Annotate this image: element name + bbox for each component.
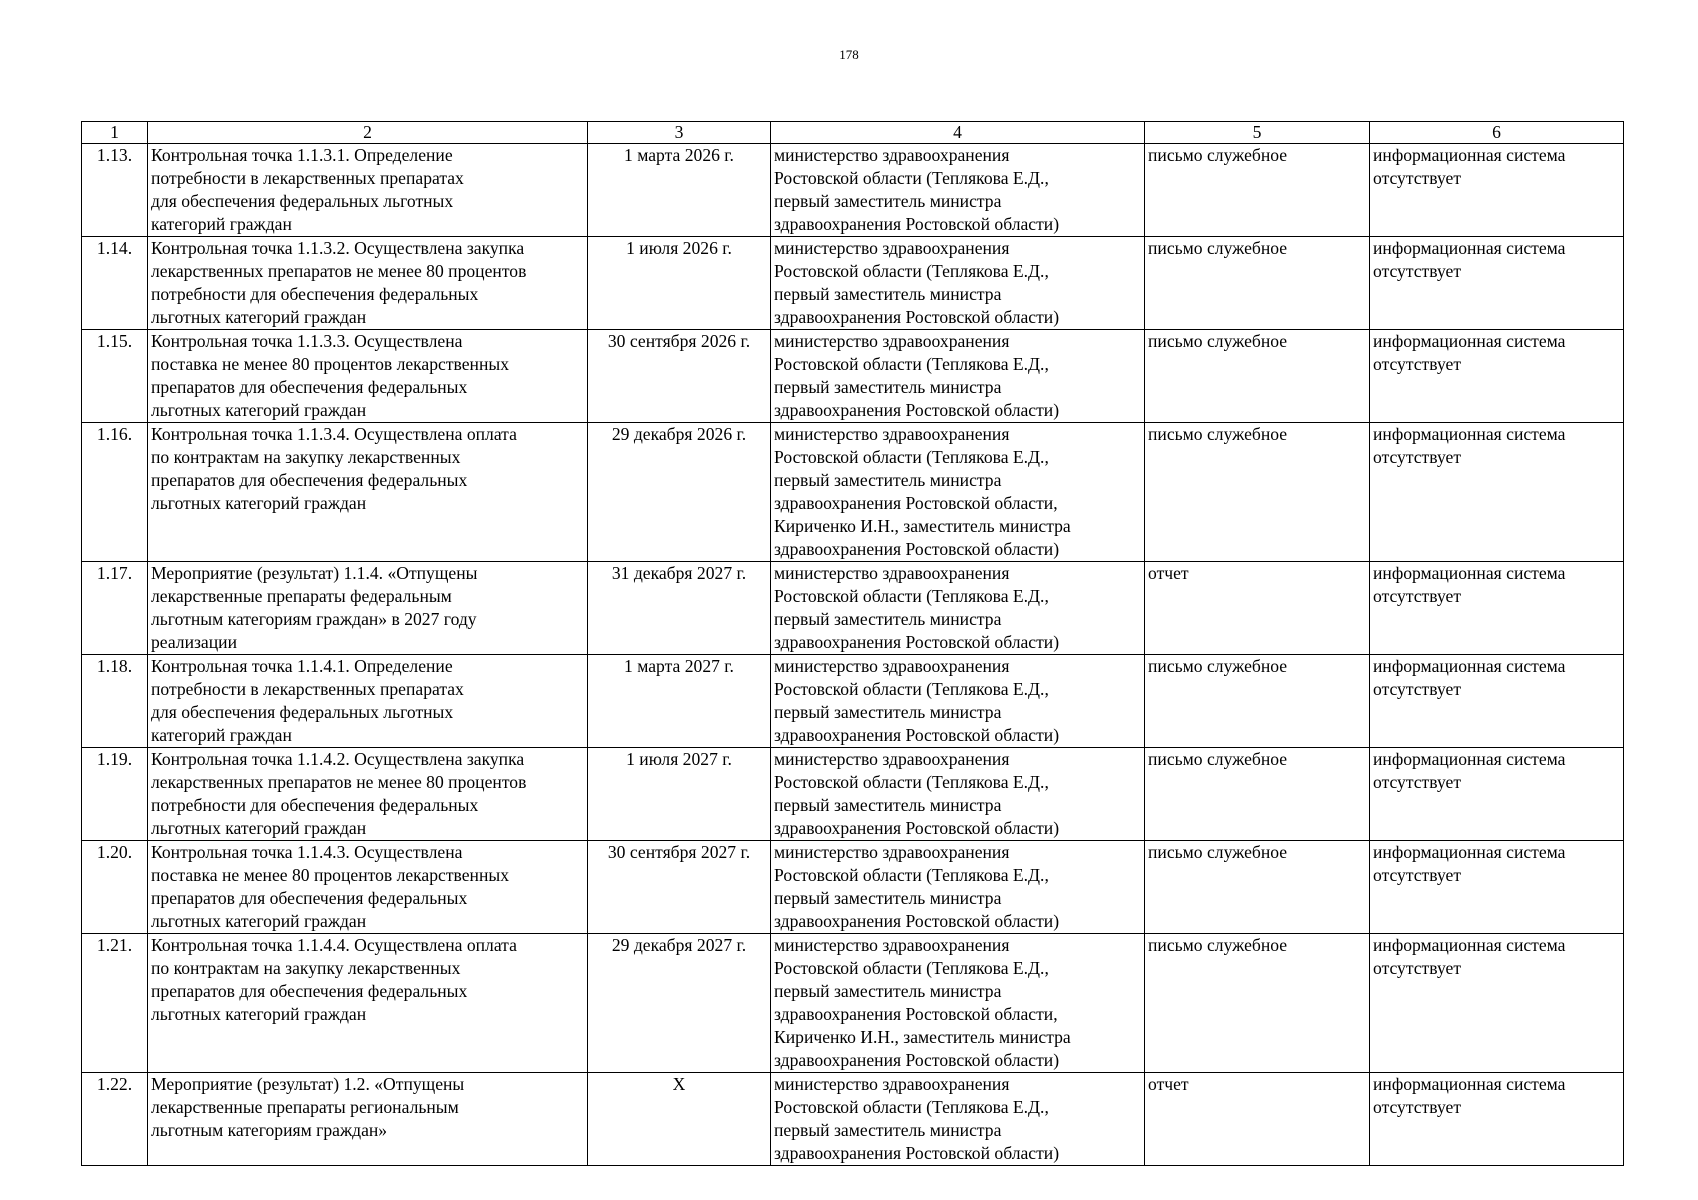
table-row xyxy=(82,562,1624,655)
row-system: информационная система отсутствует xyxy=(1370,934,1624,1073)
row-system: информационная система отсутствует xyxy=(1370,144,1624,237)
row-document: письмо служебное xyxy=(1145,934,1370,1073)
row-number: 1.15. xyxy=(82,330,148,423)
row-name: Мероприятие (результат) 1.2. «Отпущены лекарственные препараты региональным льготным категориям граждан» xyxy=(148,1073,588,1166)
row-responsible: министерство здравоохранения Ростовской области (Теплякова Е.Д., первый заместитель министра здравоохранения Ростовской области, Кириченко И.Н., заместитель министра здравоохранения Ростовской области) xyxy=(771,423,1145,562)
row-responsible: министерство здравоохранения Ростовской области (Теплякова Е.Д., первый заместитель министра здравоохранения Ростовской области, Кириченко И.Н., заместитель министра здравоохранения Ростовской области) xyxy=(771,934,1145,1073)
column-header: 5 xyxy=(1145,122,1370,144)
row-number: 1.16. xyxy=(82,423,148,562)
row-system: информационная система отсутствует xyxy=(1370,423,1624,562)
header-row xyxy=(82,122,1624,144)
row-document: письмо служебное xyxy=(1145,423,1370,562)
row-system: информационная система отсутствует xyxy=(1370,1073,1624,1166)
row-responsible: министерство здравоохранения Ростовской области (Теплякова Е.Д., первый заместитель министра здравоохранения Ростовской области) xyxy=(771,655,1145,748)
column-header: 3 xyxy=(588,122,771,144)
table-row xyxy=(82,144,1624,237)
row-date: X xyxy=(588,1073,771,1166)
row-responsible: министерство здравоохранения Ростовской области (Теплякова Е.Д., первый заместитель министра здравоохранения Ростовской области) xyxy=(771,237,1145,330)
table-row xyxy=(82,841,1624,934)
row-responsible: министерство здравоохранения Ростовской области (Теплякова Е.Д., первый заместитель министра здравоохранения Ростовской области) xyxy=(771,841,1145,934)
row-name: Контрольная точка 1.1.4.4. Осуществлена оплата по контрактам на закупку лекарственных препаратов для обеспечения федеральных льготных категорий граждан xyxy=(148,934,588,1073)
row-number: 1.18. xyxy=(82,655,148,748)
table-row xyxy=(82,423,1624,562)
row-date: 30 сентября 2027 г. xyxy=(588,841,771,934)
row-date: 1 марта 2026 г. xyxy=(588,144,771,237)
row-name: Мероприятие (результат) 1.1.4. «Отпущены лекарственные препараты федеральным льготным категориям граждан» в 2027 году реализации xyxy=(148,562,588,655)
column-header: 1 xyxy=(82,122,148,144)
row-system: информационная система отсутствует xyxy=(1370,841,1624,934)
row-date: 31 декабря 2027 г. xyxy=(588,562,771,655)
column-header: 4 xyxy=(771,122,1145,144)
row-system: информационная система отсутствует xyxy=(1370,748,1624,841)
row-document: письмо служебное xyxy=(1145,841,1370,934)
row-name: Контрольная точка 1.1.3.3. Осуществлена поставка не менее 80 процентов лекарственных препаратов для обеспечения федеральных льготных категорий граждан xyxy=(148,330,588,423)
row-date: 29 декабря 2027 г. xyxy=(588,934,771,1073)
row-document: письмо служебное xyxy=(1145,655,1370,748)
page-number: 178 xyxy=(839,47,859,62)
row-document: письмо служебное xyxy=(1145,144,1370,237)
row-number: 1.13. xyxy=(82,144,148,237)
row-name: Контрольная точка 1.1.3.2. Осуществлена закупка лекарственных препаратов не менее 80 процентов потребности для обеспечения федеральных льготных категорий граждан xyxy=(148,237,588,330)
row-number: 1.20. xyxy=(82,841,148,934)
row-number: 1.22. xyxy=(82,1073,148,1166)
row-document: отчет xyxy=(1145,562,1370,655)
row-date: 1 марта 2027 г. xyxy=(588,655,771,748)
row-responsible: министерство здравоохранения Ростовской области (Теплякова Е.Д., первый заместитель министра здравоохранения Ростовской области) xyxy=(771,1073,1145,1166)
row-responsible: министерство здравоохранения Ростовской области (Теплякова Е.Д., первый заместитель министра здравоохранения Ростовской области) xyxy=(771,562,1145,655)
table-row xyxy=(82,330,1624,423)
row-system: информационная система отсутствует xyxy=(1370,562,1624,655)
row-responsible: министерство здравоохранения Ростовской области (Теплякова Е.Д., первый заместитель министра здравоохранения Ростовской области) xyxy=(771,144,1145,237)
row-date: 30 сентября 2026 г. xyxy=(588,330,771,423)
row-date: 1 июля 2026 г. xyxy=(588,237,771,330)
row-responsible: министерство здравоохранения Ростовской области (Теплякова Е.Д., первый заместитель министра здравоохранения Ростовской области) xyxy=(771,748,1145,841)
row-responsible: министерство здравоохранения Ростовской области (Теплякова Е.Д., первый заместитель министра здравоохранения Ростовской области) xyxy=(771,330,1145,423)
row-name: Контрольная точка 1.1.3.4. Осуществлена оплата по контрактам на закупку лекарственных препаратов для обеспечения федеральных льготных категорий граждан xyxy=(148,423,588,562)
table-row xyxy=(82,237,1624,330)
column-header: 2 xyxy=(148,122,588,144)
table-row xyxy=(82,1073,1624,1166)
table-row xyxy=(82,748,1624,841)
row-name: Контрольная точка 1.1.3.1. Определение потребности в лекарственных препаратах для обеспечения федеральных льготных категорий граждан xyxy=(148,144,588,237)
column-header: 6 xyxy=(1370,122,1624,144)
row-name: Контрольная точка 1.1.4.2. Осуществлена закупка лекарственных препаратов не менее 80 процентов потребности для обеспечения федеральных льготных категорий граждан xyxy=(148,748,588,841)
table-row xyxy=(82,655,1624,748)
table-row xyxy=(82,934,1624,1073)
row-name: Контрольная точка 1.1.4.3. Осуществлена поставка не менее 80 процентов лекарственных препаратов для обеспечения федеральных льготных категорий граждан xyxy=(148,841,588,934)
row-document: отчет xyxy=(1145,1073,1370,1166)
row-document: письмо служебное xyxy=(1145,237,1370,330)
row-date: 1 июля 2027 г. xyxy=(588,748,771,841)
row-system: информационная система отсутствует xyxy=(1370,655,1624,748)
row-document: письмо служебное xyxy=(1145,330,1370,423)
row-number: 1.19. xyxy=(82,748,148,841)
row-number: 1.17. xyxy=(82,562,148,655)
row-date: 29 декабря 2026 г. xyxy=(588,423,771,562)
row-document: письмо служебное xyxy=(1145,748,1370,841)
row-system: информационная система отсутствует xyxy=(1370,237,1624,330)
row-number: 1.21. xyxy=(82,934,148,1073)
row-name: Контрольная точка 1.1.4.1. Определение потребности в лекарственных препаратах для обеспечения федеральных льготных категорий граждан xyxy=(148,655,588,748)
row-number: 1.14. xyxy=(82,237,148,330)
row-system: информационная система отсутствует xyxy=(1370,330,1624,423)
plan-table xyxy=(81,121,1624,1166)
